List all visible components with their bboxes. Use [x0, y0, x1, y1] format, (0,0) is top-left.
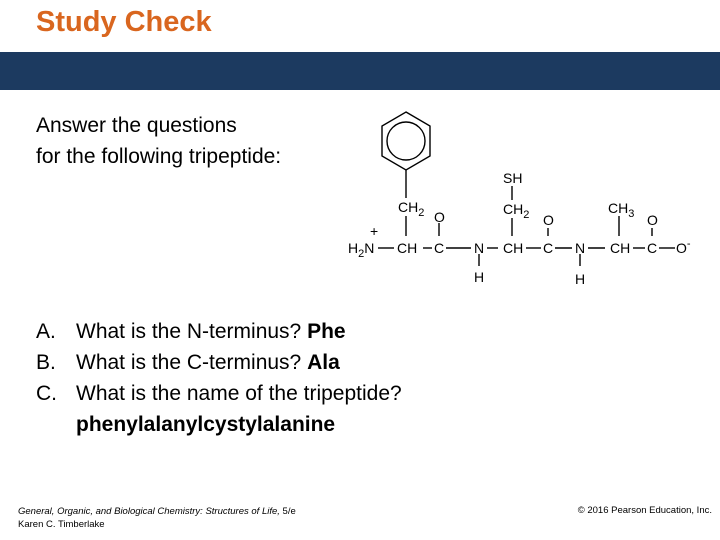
slide-title: Study Check	[36, 6, 212, 38]
question-letter: A.	[36, 320, 56, 343]
answer-text: phenylalanylcystylalanine	[76, 413, 336, 436]
sh-label: SH	[503, 170, 523, 186]
question-b	[36, 347, 402, 378]
carboxylate-o-label: O-	[676, 238, 691, 256]
intro-line-1: Answer the questions	[36, 114, 237, 137]
book-edition: 5/e	[282, 506, 296, 517]
title-bar	[0, 52, 720, 90]
ala-c-label: C	[647, 240, 658, 256]
answer-text: Phe	[307, 320, 346, 343]
cys-ch-label: CH	[503, 240, 524, 256]
book-title: General, Organic, and Biological Chemistry: Structures of Life,	[18, 506, 280, 517]
tripeptide-structure	[330, 108, 700, 293]
amine-label: $H_2N$	[348, 240, 375, 260]
footer-citation	[18, 505, 296, 531]
phe-o-label: O	[434, 209, 445, 225]
question-c	[36, 378, 402, 409]
question-text: What is the name of the tripeptide?	[76, 382, 402, 405]
author-name: Karen C. Timberlake	[18, 519, 105, 530]
intro-text	[36, 110, 281, 172]
phe-ch2-label: $CH_2$	[398, 199, 425, 219]
plus-charge-label: +	[370, 223, 379, 239]
intro-line-2: for the following tripeptide:	[36, 145, 282, 168]
question-text: What is the C-terminus?	[76, 351, 308, 374]
n1-label: N	[474, 240, 485, 256]
cys-o-label: O	[543, 212, 554, 228]
question-letter: B.	[36, 351, 56, 374]
cys-ch2-label: $CH_2$	[503, 201, 530, 221]
n2-label: N	[575, 240, 586, 256]
cys-c-label: C	[543, 240, 554, 256]
phe-ch-label: CH	[397, 240, 418, 256]
answer-text: Ala	[307, 351, 340, 374]
question-text: What is the N-terminus?	[76, 320, 308, 343]
phe-c-label: C	[434, 240, 445, 256]
question-a	[36, 316, 402, 347]
h2-label: H	[575, 271, 586, 287]
h1-label: H	[474, 269, 485, 285]
question-list	[36, 316, 402, 440]
ala-o-label: O	[647, 212, 658, 228]
ala-ch3-label: $CH_3$	[608, 200, 635, 220]
ala-ch-label: CH	[610, 240, 631, 256]
question-letter: C.	[36, 382, 57, 405]
copyright-notice: © 2016 Pearson Education, Inc.	[577, 505, 712, 516]
